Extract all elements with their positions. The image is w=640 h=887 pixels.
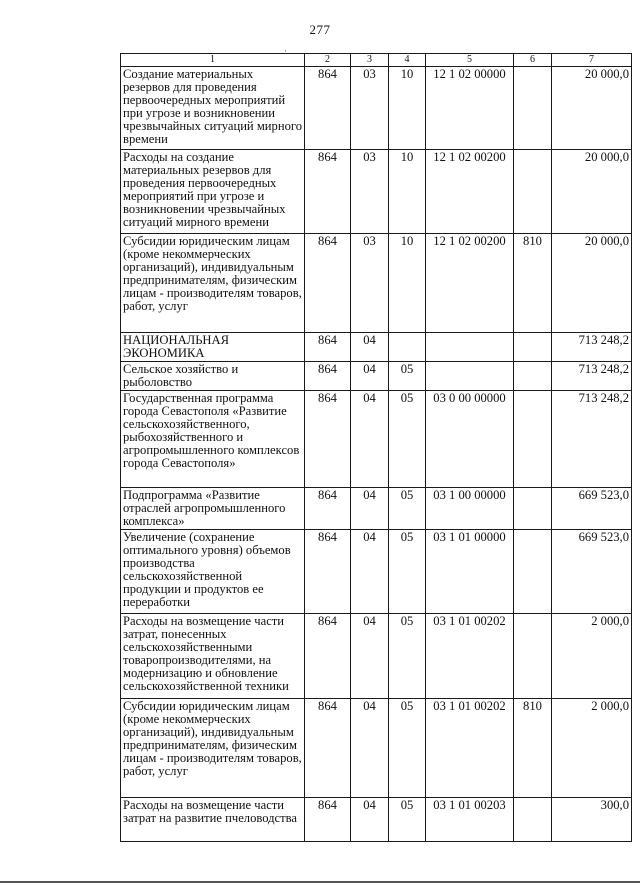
row-ved: 864 (305, 67, 351, 150)
row-ved: 864 (305, 530, 351, 614)
row-rz: 03 (351, 234, 389, 333)
row-rz: 03 (351, 150, 389, 234)
row-pr: 05 (389, 530, 426, 614)
row-vr: 810 (514, 234, 552, 333)
row-sum: 2 000,0 (552, 699, 632, 798)
row-csr: 12 1 02 00200 (426, 234, 514, 333)
table-row (121, 488, 632, 530)
row-name: Увеличение (сохранение оптимального уровня) объемов производства сельскохозяйственной продукции и продуктов ее переработки (121, 530, 305, 614)
row-ved: 864 (305, 798, 351, 842)
table-row (121, 333, 632, 362)
table-row (121, 234, 632, 333)
row-name: Субсидии юридическим лицам (кроме некоммерческих организаций), индивидуальным предпринимателям, физическим лицам - производителям товаров, работ, услуг (121, 234, 305, 333)
row-rz: 04 (351, 614, 389, 699)
row-vr (514, 150, 552, 234)
row-name: Расходы на создание материальных резервов для проведения первоочередных мероприятий при угрозе и возникновении чрезвычайных ситуаций мирного времени (121, 150, 305, 234)
row-ved: 864 (305, 362, 351, 391)
row-rz: 03 (351, 67, 389, 150)
table-row (121, 699, 632, 798)
table-header-row (121, 54, 632, 67)
row-name: Сельское хозяйство и рыболовство (121, 362, 305, 391)
header-col-7: 7 (552, 54, 632, 67)
row-sum: 713 248,2 (552, 362, 632, 391)
row-pr: 10 (389, 67, 426, 150)
row-csr: 03 1 01 00203 (426, 798, 514, 842)
row-vr (514, 391, 552, 488)
row-pr: 05 (389, 614, 426, 699)
row-pr: 05 (389, 391, 426, 488)
row-vr (514, 614, 552, 699)
scan-edge-line (0, 881, 640, 883)
row-sum: 713 248,2 (552, 333, 632, 362)
header-col-4: 4 (389, 54, 426, 67)
table-row (121, 67, 632, 150)
row-vr (514, 362, 552, 391)
row-sum: 300,0 (552, 798, 632, 842)
row-pr: 05 (389, 362, 426, 391)
row-pr: 10 (389, 150, 426, 234)
row-ved: 864 (305, 333, 351, 362)
row-rz: 04 (351, 699, 389, 798)
row-csr (426, 333, 514, 362)
scan-mark: · (284, 46, 287, 56)
table-row (121, 150, 632, 234)
row-ved: 864 (305, 699, 351, 798)
page-number: 277 (309, 22, 331, 37)
row-name: Расходы на возмещение части затрат на развитие пчеловодства (121, 798, 305, 842)
row-pr (389, 333, 426, 362)
table-row (121, 798, 632, 842)
row-csr: 03 1 00 00000 (426, 488, 514, 530)
row-ved: 864 (305, 488, 351, 530)
row-sum: 713 248,2 (552, 391, 632, 488)
row-name: Государственная программа города Севастополя «Развитие сельскохозяйственного, рыбохозяйственного и агропромышленного комплексов города Севастополя» (121, 391, 305, 488)
row-sum: 20 000,0 (552, 67, 632, 150)
row-rz: 04 (351, 333, 389, 362)
row-name: НАЦИОНАЛЬНАЯ ЭКОНОМИКА (121, 333, 305, 362)
table-row (121, 362, 632, 391)
row-pr: 05 (389, 798, 426, 842)
row-sum: 20 000,0 (552, 234, 632, 333)
row-vr (514, 530, 552, 614)
row-sum: 20 000,0 (552, 150, 632, 234)
row-rz: 04 (351, 391, 389, 488)
row-vr (514, 798, 552, 842)
row-name: Субсидии юридическим лицам (кроме некоммерческих организаций), индивидуальным предпринимателям, физическим лицам - производителям товаров, работ, услуг (121, 699, 305, 798)
row-csr: 12 1 02 00200 (426, 150, 514, 234)
row-rz: 04 (351, 798, 389, 842)
row-name: Создание материальных резервов для проведения первоочередных мероприятий при угрозе и возникновении чрезвычайных ситуаций мирного времени (121, 67, 305, 150)
header-col-5: 5 (426, 54, 514, 67)
row-vr (514, 67, 552, 150)
row-pr: 10 (389, 234, 426, 333)
row-rz: 04 (351, 530, 389, 614)
header-col-6: 6 (514, 54, 552, 67)
row-sum: 669 523,0 (552, 530, 632, 614)
row-pr: 05 (389, 488, 426, 530)
row-csr (426, 362, 514, 391)
row-ved: 864 (305, 391, 351, 488)
row-csr: 03 0 00 00000 (426, 391, 514, 488)
row-name: Подпрограмма «Развитие отраслей агропромышленного комплекса» (121, 488, 305, 530)
header-col-1: 1 (121, 54, 305, 67)
table-row (121, 614, 632, 699)
row-csr: 03 1 01 00202 (426, 614, 514, 699)
row-ved: 864 (305, 150, 351, 234)
row-vr (514, 488, 552, 530)
row-rz: 04 (351, 362, 389, 391)
row-pr: 05 (389, 699, 426, 798)
row-csr: 12 1 02 00000 (426, 67, 514, 150)
row-vr (514, 333, 552, 362)
row-csr: 03 1 01 00000 (426, 530, 514, 614)
row-ved: 864 (305, 614, 351, 699)
table-row (121, 530, 632, 614)
row-sum: 669 523,0 (552, 488, 632, 530)
row-sum: 2 000,0 (552, 614, 632, 699)
row-name: Расходы на возмещение части затрат, понесенных сельскохозяйственными товаропроизводителями, на модернизацию и обновление сельскохозяйственной техники (121, 614, 305, 699)
table-row (121, 391, 632, 488)
header-col-3: 3 (351, 54, 389, 67)
row-ved: 864 (305, 234, 351, 333)
row-vr: 810 (514, 699, 552, 798)
header-col-2: 2 (305, 54, 351, 67)
row-csr: 03 1 01 00202 (426, 699, 514, 798)
budget-table (120, 53, 632, 842)
row-rz: 04 (351, 488, 389, 530)
